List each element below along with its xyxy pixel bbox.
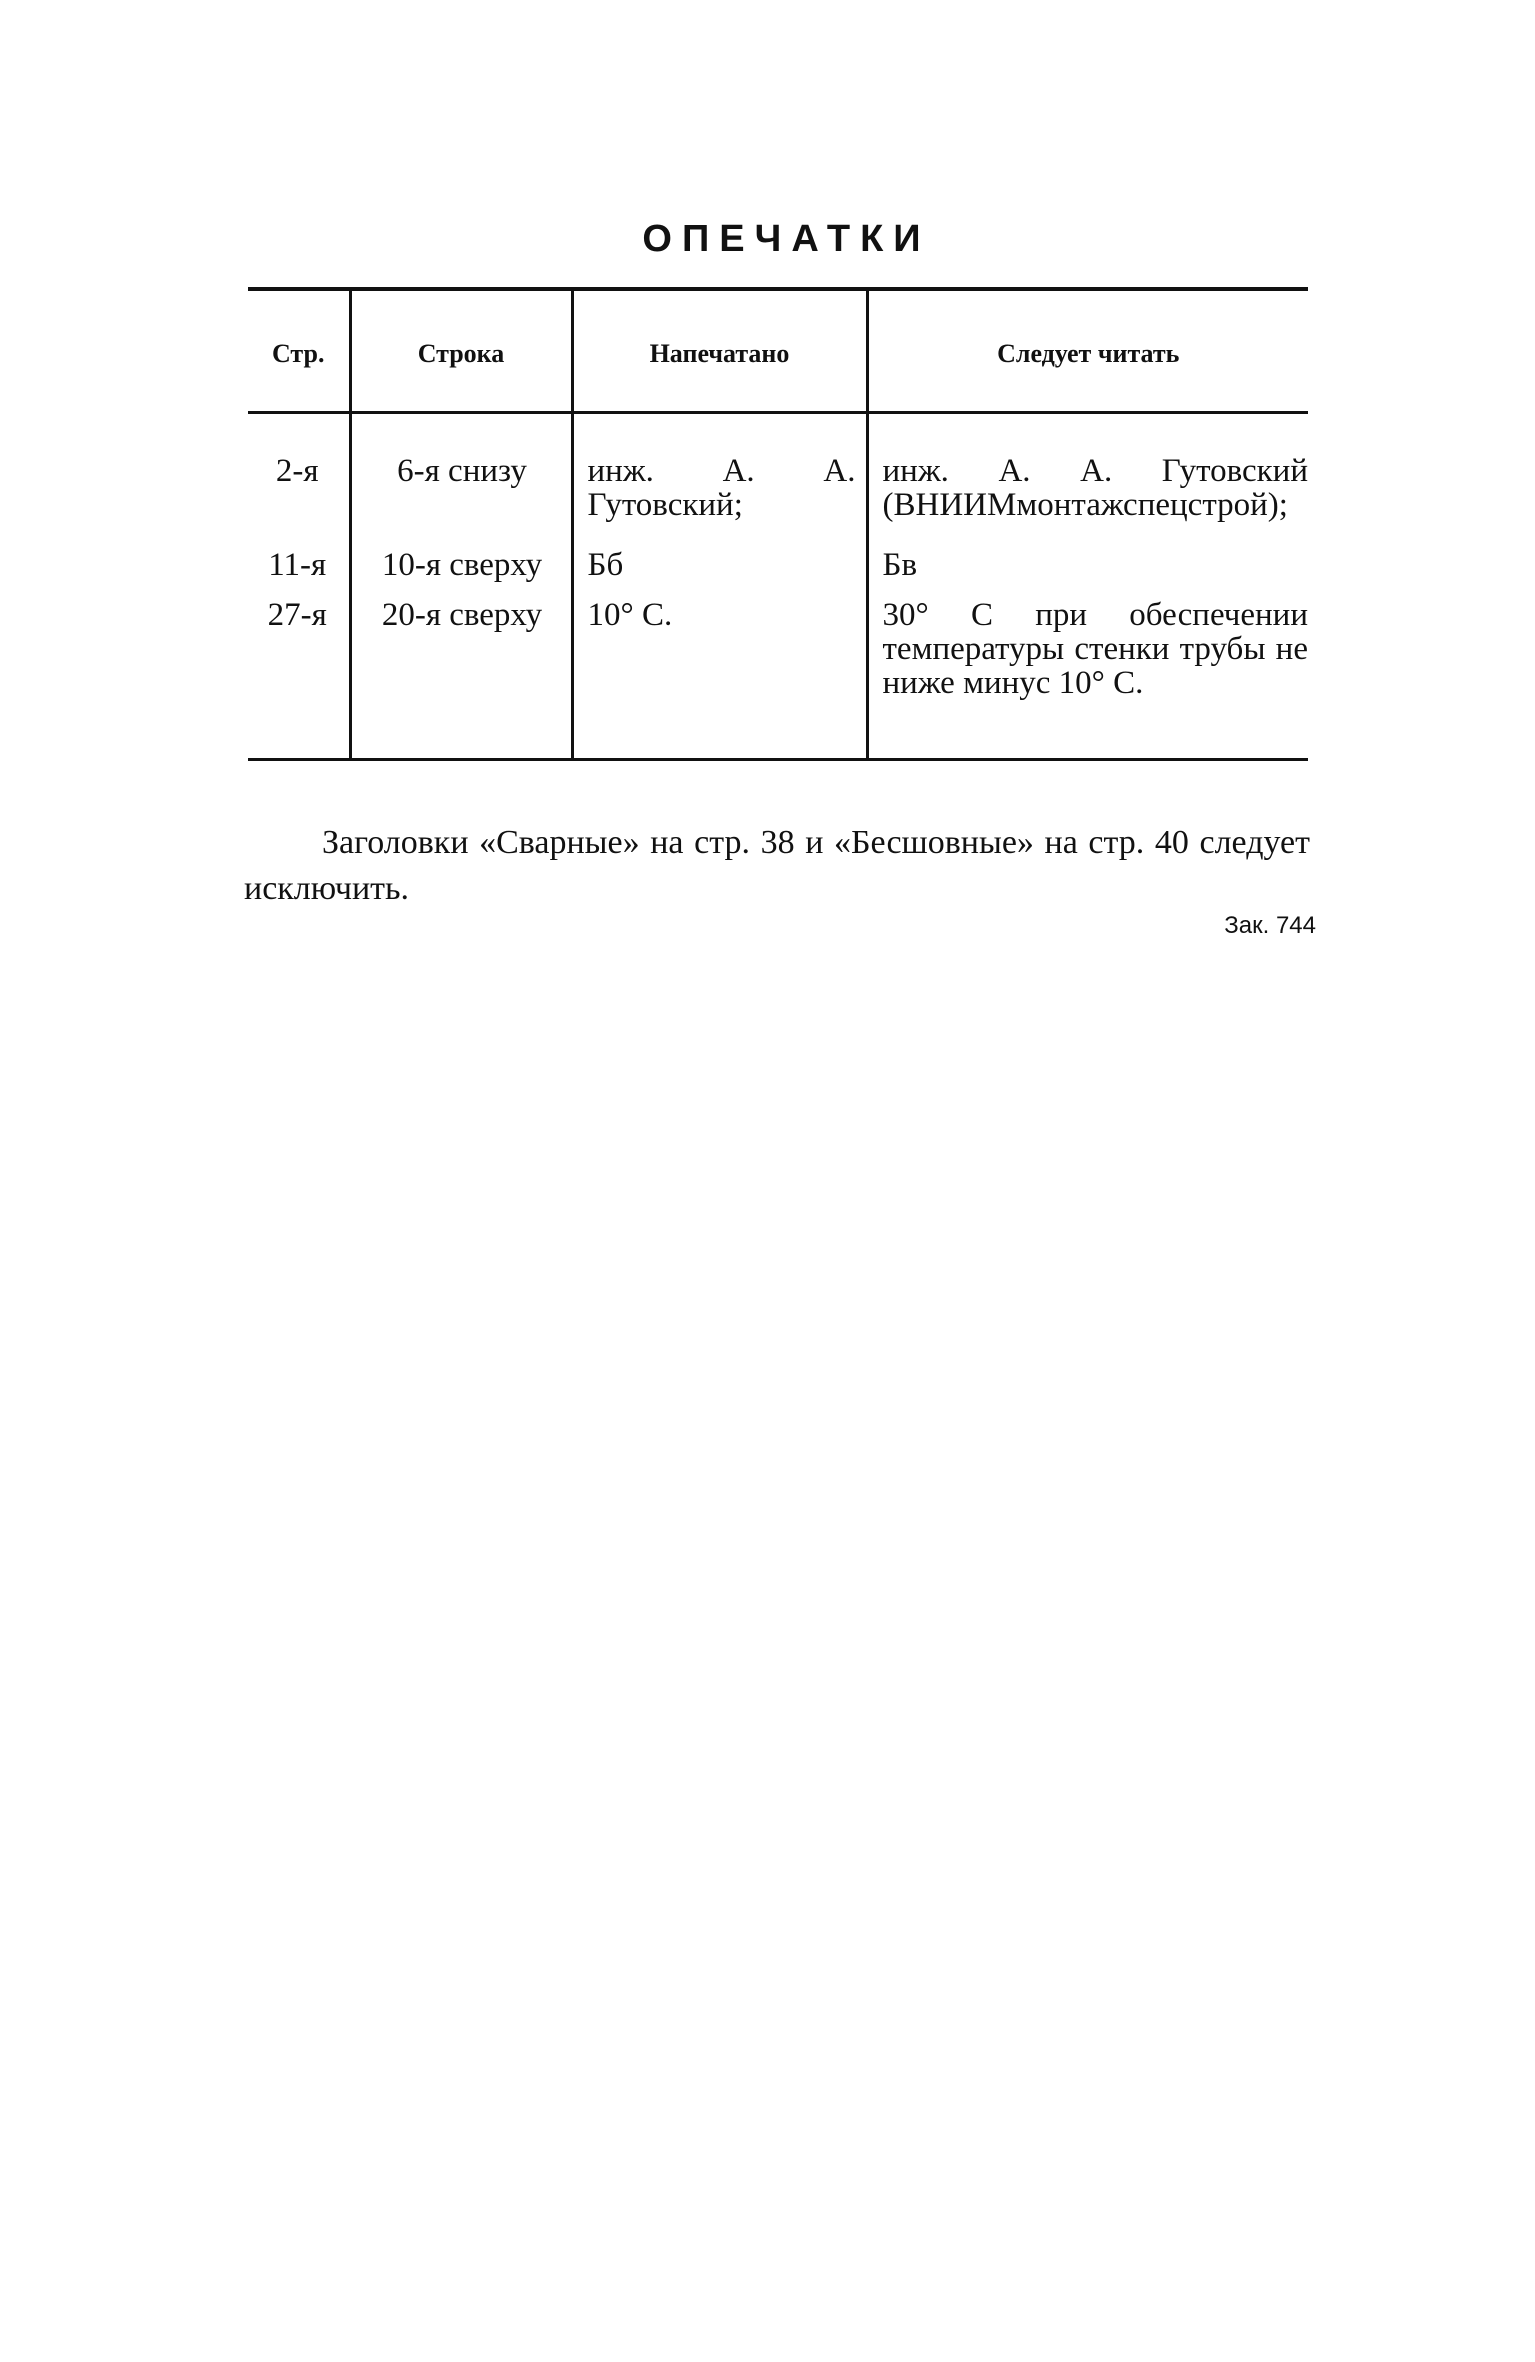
cell-page: 11-я (268, 547, 327, 583)
order-number: Зак. 744 (1224, 912, 1316, 939)
cell-line: 10-я сверху (350, 538, 572, 596)
header-printed: Напечатано (572, 289, 867, 413)
cell-line: 20-я сверху (350, 596, 572, 760)
cell-printed: 10° С. (572, 596, 867, 760)
page-title: ОПЕЧАТКИ (642, 218, 931, 260)
errata-table (248, 287, 1308, 761)
cell-should-read: 30° С при обеспечении температуры стенки трубы не ниже минус 10° С. (867, 596, 1308, 760)
cell-printed: инж. А. А. Гутовский; (572, 413, 867, 539)
cell-printed: Бб (572, 538, 867, 596)
header-should-read: Следует читать (867, 289, 1308, 413)
table-row (248, 413, 1308, 539)
cell-line: 6-я снизу (350, 413, 572, 539)
cell-page: 2-я (275, 453, 319, 489)
header-page: Стр. (248, 289, 350, 413)
header-line: Строка (350, 289, 572, 413)
errata-table-container (248, 287, 1308, 761)
table-row (248, 538, 1308, 596)
errata-note: Заголовки «Сварные» на стр. 38 и «Бесшовные» на стр. 40 следует исключить. (244, 824, 1310, 907)
cell-should-read: инж. А. А. Гутовский (ВНИИМмонтажспецстрой); (867, 413, 1308, 539)
cell-should-read: Бв (867, 538, 1308, 596)
cell-page: 27-я (267, 597, 327, 633)
table-row (248, 596, 1308, 760)
table-header-row (248, 289, 1308, 413)
